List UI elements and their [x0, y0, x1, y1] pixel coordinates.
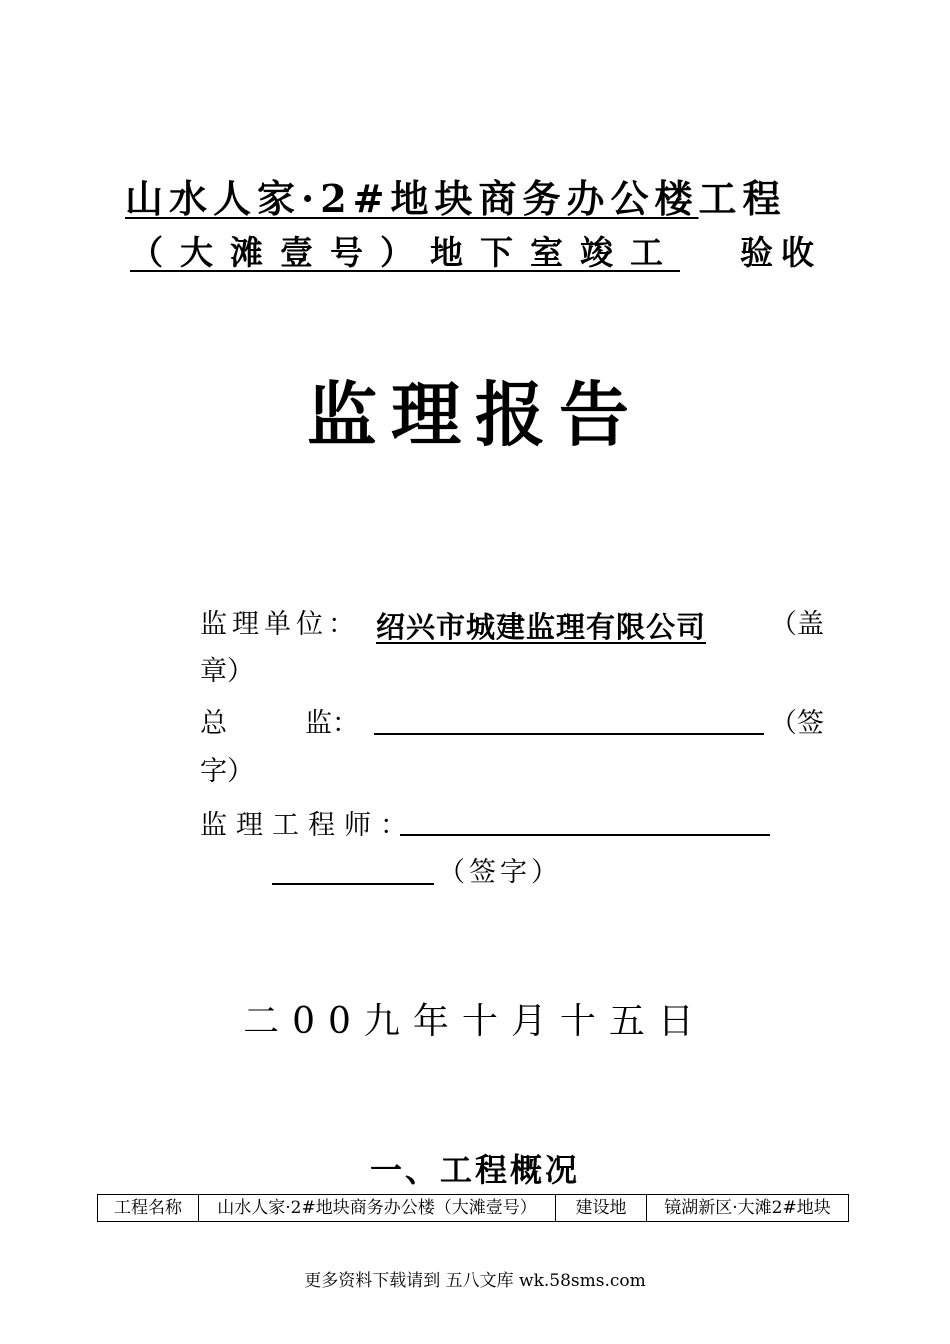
stamp-note: （盖 — [770, 609, 824, 640]
acceptance-scope-underlined: （大滩壹号）地下室竣工 — [130, 233, 680, 272]
section-title: 一、工程概况 — [369, 1151, 580, 1189]
report-title-line-1 — [125, 174, 787, 224]
main-title: 监理报告 — [307, 373, 643, 456]
title-suffix: 工程 — [698, 176, 787, 221]
report-date: 二00九年十月十五日 — [243, 1001, 707, 1042]
table-row — [98, 1195, 849, 1222]
stamp-note-cont: 章） — [200, 656, 254, 687]
chief-label: 总 — [200, 708, 227, 739]
location-value: 镜湖新区·大滩2#地块 — [647, 1195, 849, 1222]
footer-note: 更多资料下载请到 五八文库 wk.58sms.com — [304, 1271, 646, 1291]
engineer-label: 监理工程师： — [200, 810, 416, 841]
unit-value: 绍兴市城建监理有限公司 — [376, 610, 707, 644]
overview-table — [97, 1194, 849, 1222]
engineer-signature-line-2 — [272, 883, 434, 885]
project-name-underlined: 山水人家·2#地块商务办公楼 — [125, 176, 699, 221]
engineer-signature-line — [400, 834, 770, 836]
sign-note-cont: 字） — [200, 756, 254, 787]
sign-note: （签 — [770, 708, 824, 739]
location-label: 建设地 — [556, 1195, 647, 1222]
engineer-sign-note: （签字） — [438, 857, 562, 888]
unit-label: 监理单位： — [200, 609, 360, 640]
report-title-line-2 — [130, 230, 822, 276]
chief-label-cont: 监： — [305, 708, 359, 739]
acceptance-word: 验收 — [740, 233, 822, 272]
project-name-label: 工程名称 — [98, 1195, 199, 1222]
chief-signature-line — [374, 733, 764, 735]
project-name-value: 山水人家·2#地块商务办公楼（大滩壹号） — [199, 1195, 556, 1222]
